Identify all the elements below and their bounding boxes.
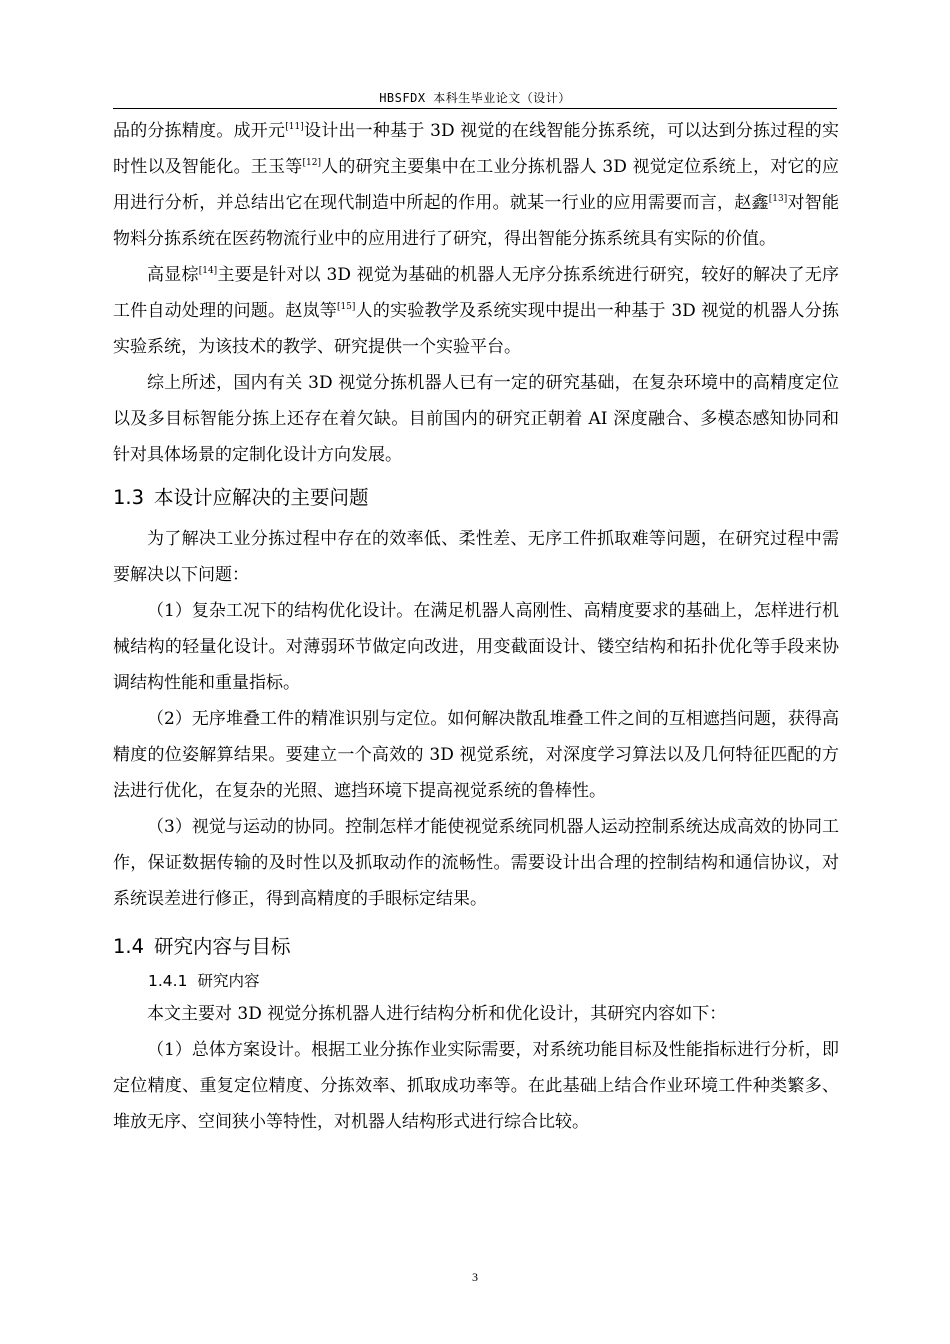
page-number: 3 <box>472 1270 478 1284</box>
subsection-title: 研究内容 <box>197 972 260 990</box>
section-title: 研究内容与目标 <box>154 935 291 958</box>
section-heading-1-4 <box>113 934 839 960</box>
citation: [13] <box>768 194 788 204</box>
paragraph-5: （1）复杂工况下的结构优化设计。在满足机器人高刚性、高精度要求的基础上，怎样进行机械结构的轻量化设计。对薄弱环节做定向改进，用变截面设计、镂空结构和拓扑优化等手段来协调结构性能和重量指标。 <box>113 601 839 693</box>
section-number: 1.4 <box>113 935 145 958</box>
header-rule <box>113 108 837 109</box>
paragraph-3: 综上所述，国内有关 3D 视觉分拣机器人已有一定的研究基础，在复杂环境中的高精度定位以及多目标智能分拣上还存在着欠缺。目前国内的研究正朝着 AI 深度融合、多模态感知协同和针对具体场景的定制化设计方向发展。 <box>113 373 839 465</box>
citation: [12] <box>302 158 321 168</box>
section-heading-1-3 <box>113 485 839 511</box>
subsection-number: 1.4.1 <box>148 972 188 990</box>
paragraph-7: （3）视觉与运动的协同。控制怎样才能使视觉系统同机器人运动控制系统达成高效的协同工作，保证数据传输的及时性以及抓取动作的流畅性。需要设计出合理的控制结构和通信协议，对系统误差进行修正，得到高精度的手眼标定结果。 <box>113 817 839 909</box>
citation: [14] <box>198 266 218 276</box>
body-text <box>113 113 839 1140</box>
citation: [11] <box>285 122 304 132</box>
paragraph-4: 为了解决工业分拣过程中存在的效率低、柔性差、无序工件抓取难等问题，在研究过程中需要解决以下问题： <box>113 529 839 585</box>
paragraph-9: （1）总体方案设计。根据工业分拣作业实际需要，对系统功能目标及性能指标进行分析，即定位精度、重复定位精度、分拣效率、抓取成功率等。在此基础上结合作业环境工件种类繁多、堆放无序、空间狭小等特性，对机器人结构形式进行综合比较。 <box>113 1040 839 1132</box>
paragraph-1: 品的分拣精度。成开元[11]设计出一种基于 3D 视觉的在线智能分拣系统，可以达到分拣过程的实时性以及智能化。王玉等[12]人的研究主要集中在工业分拣机器人 3D 视觉定位系统上，对它的应用进行分析，并总结出它在现代制造中所起的作用。就某一行业的应用需要而言，赵鑫[13]对智能物料分拣系统在医药物流行业中的应用进行了研究，得出智能分拣系统具有实际的价值。 <box>113 121 840 249</box>
section-title: 本设计应解决的主要问题 <box>154 486 369 509</box>
paragraph-2: 高显棕[14]主要是针对以 3D 视觉为基础的机器人无序分拣系统进行研究，较好的解决了无序工件自动处理的问题。赵岚等[15]人的实验教学及系统实现中提出一种基于 3D 视觉的机器人分拣实验系统，为该技术的教学、研究提供一个实验平台。 <box>113 265 839 357</box>
paragraph-6: （2）无序堆叠工件的精准识别与定位。如何解决散乱堆叠工件之间的互相遮挡问题，获得高精度的位姿解算结果。要建立一个高效的 3D 视觉系统，对深度学习算法以及几何特征匹配的方法进行优化，在复杂的光照、遮挡环境下提高视觉系统的鲁棒性。 <box>113 709 839 801</box>
paragraph-8: 本文主要对 3D 视觉分拣机器人进行结构分析和优化设计，其研究内容如下： <box>147 1004 727 1024</box>
section-number: 1.3 <box>113 486 145 509</box>
page-header: HBSFDX 本科生毕业论文（设计） <box>379 91 571 105</box>
subsection-heading-1-4-1 <box>113 966 839 996</box>
citation: [15] <box>336 302 356 312</box>
